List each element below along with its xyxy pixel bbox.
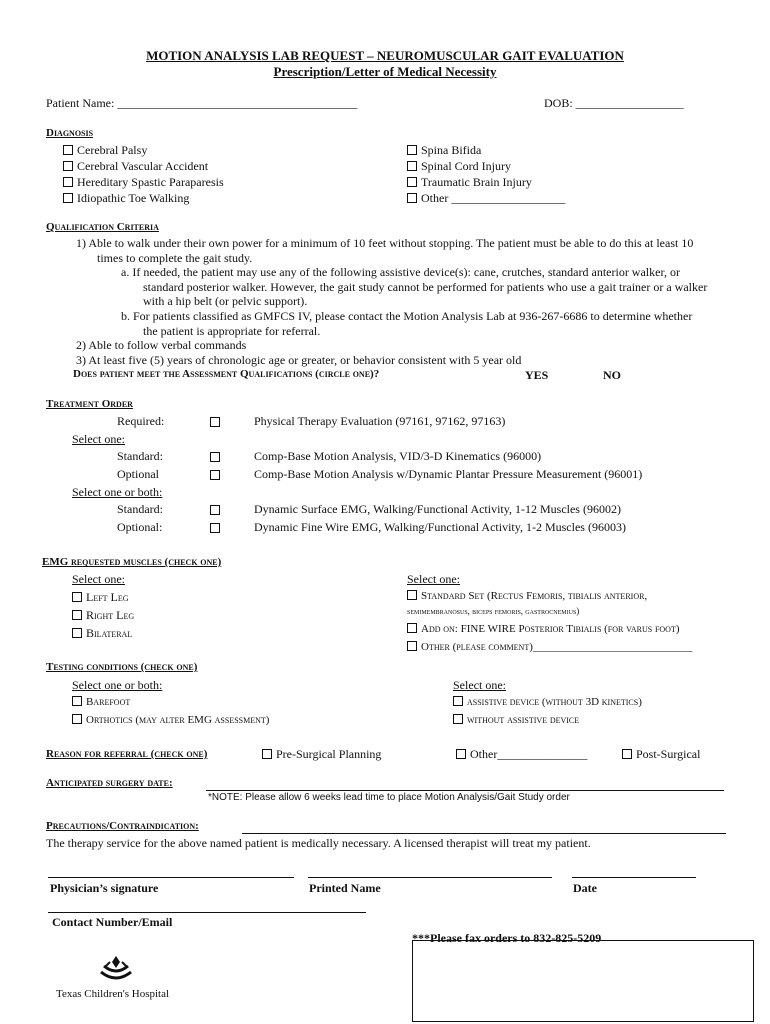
form-subtitle: Prescription/Letter of Medical Necessity bbox=[273, 64, 497, 79]
checkbox-icon[interactable] bbox=[453, 714, 463, 724]
treatment-item: Comp-Base Motion Analysis w/Dynamic Plantar Pressure Measurement (96001) bbox=[254, 467, 643, 481]
emg-option[interactable]: Add on: FINE WIRE Posterior Tibialis (for varus foot) bbox=[407, 623, 680, 635]
treatment-item: Comp-Base Motion Analysis, VID/3-D Kinematics (96000) bbox=[254, 449, 542, 463]
contact-line[interactable] bbox=[48, 912, 366, 913]
testing-heading: Testing conditions (check one) bbox=[46, 661, 198, 673]
physician-signature-line[interactable] bbox=[48, 877, 294, 878]
diagnosis-option[interactable]: Traumatic Brain Injury bbox=[407, 175, 532, 190]
diagnosis-heading: Diagnosis bbox=[46, 127, 94, 139]
patient-name-field[interactable]: Patient Name: ________________________________________ bbox=[46, 96, 358, 110]
emg-option[interactable]: Other (please comment)_____________________________ bbox=[407, 641, 692, 653]
emg-heading: EMG requested muscles (check one) bbox=[42, 556, 222, 568]
treatment-item: Dynamic Surface EMG, Walking/Functional Activity, 1-12 Muscles (96002) bbox=[254, 502, 621, 516]
fax-box[interactable] bbox=[412, 940, 754, 1022]
diagnosis-option[interactable]: Hereditary Spastic Paraparesis bbox=[63, 175, 224, 190]
emg-option[interactable]: Standard Set (Rectus Femoris, tibialis anterior, bbox=[407, 590, 647, 602]
qualification-heading: Qualification Criteria bbox=[46, 221, 159, 233]
criteria-text: 3) At least five (5) years of chronologic age or greater, or behavior consistent with 5 year old bbox=[76, 353, 522, 367]
standard-label: Standard: bbox=[117, 502, 163, 516]
checkbox-icon[interactable] bbox=[63, 193, 73, 203]
checkbox-icon[interactable] bbox=[63, 161, 73, 171]
date-label: Date bbox=[573, 881, 597, 895]
surgery-note: *NOTE: Please allow 6 weeks lead time to place Motion Analysis/Gait Study order bbox=[208, 792, 570, 803]
diagnosis-option[interactable]: Cerebral Vascular Accident bbox=[63, 159, 208, 174]
criteria-text: 2) Able to follow verbal commands bbox=[76, 338, 247, 352]
checkbox-icon[interactable] bbox=[72, 592, 82, 602]
testing-option[interactable]: Orthotics (may alter EMG assessment) bbox=[72, 714, 269, 726]
treatment-heading: Treatment Order bbox=[46, 398, 133, 410]
form-title: MOTION ANALYSIS LAB REQUEST – NEUROMUSCULAR GAIT EVALUATION bbox=[146, 48, 624, 63]
surgery-date-field[interactable] bbox=[206, 790, 724, 791]
referral-option[interactable]: Other_______________ bbox=[456, 747, 587, 762]
checkbox-icon[interactable] bbox=[72, 714, 82, 724]
required-label: Required: bbox=[117, 414, 165, 428]
referral-heading: Reason for referral (check one) bbox=[46, 748, 208, 760]
standard-label: Standard: bbox=[117, 449, 163, 463]
checkbox-icon[interactable] bbox=[210, 470, 220, 480]
criteria-text: 1) Able to walk under their own power for a minimum of 10 feet without stopping. The patient must be able to do this at least 10 bbox=[76, 236, 694, 250]
testing-option[interactable]: Barefoot bbox=[72, 696, 130, 708]
checkbox-icon[interactable] bbox=[210, 505, 220, 515]
emg-option[interactable]: Right Leg bbox=[72, 608, 134, 623]
checkbox-icon[interactable] bbox=[407, 590, 417, 600]
select-one-or-both-label: Select one or both: bbox=[72, 485, 163, 499]
qualification-question: Does patient meet the Assessment Qualifications (circle one)? bbox=[73, 368, 380, 380]
yes-option[interactable]: YES bbox=[525, 368, 549, 382]
emg-select-left: Select one: bbox=[72, 572, 125, 586]
medical-necessity-statement: The therapy service for the above named patient is medically necessary. A licensed therapist will treat my patient. bbox=[46, 836, 591, 850]
criteria-text: a. If needed, the patient may use any of the following assistive device(s): cane, crutches, standard anterior walker, or bbox=[121, 265, 680, 279]
emg-select-right: Select one: bbox=[407, 572, 460, 586]
diagnosis-option[interactable]: Spinal Cord Injury bbox=[407, 159, 511, 174]
contact-label: Contact Number/Email bbox=[52, 915, 173, 929]
checkbox-icon[interactable] bbox=[63, 177, 73, 187]
checkbox-icon[interactable] bbox=[622, 749, 632, 759]
treatment-item: Physical Therapy Evaluation (97161, 97162, 97163) bbox=[254, 414, 506, 428]
checkbox-icon[interactable] bbox=[407, 641, 417, 651]
criteria-text: with a hip belt (or pelvic support). bbox=[143, 294, 308, 308]
checkbox-icon[interactable] bbox=[407, 145, 417, 155]
checkbox-icon[interactable] bbox=[407, 177, 417, 187]
precautions-label: Precautions/Contraindication: bbox=[46, 820, 199, 832]
printed-name-line[interactable] bbox=[308, 877, 552, 878]
date-line[interactable] bbox=[572, 877, 696, 878]
checkbox-icon[interactable] bbox=[407, 623, 417, 633]
printed-name-label: Printed Name bbox=[309, 881, 381, 895]
checkbox-icon[interactable] bbox=[456, 749, 466, 759]
emg-standard-set-muscles: semimembranosus, biceps femoris, gastrocnemius) bbox=[407, 606, 580, 616]
testing-option[interactable]: assistive device (without 3D kinetics) bbox=[453, 696, 642, 708]
fax-instruction: ***Please fax orders to 832-825-5209 bbox=[412, 931, 602, 945]
checkbox-icon[interactable] bbox=[210, 523, 220, 533]
referral-option[interactable]: Pre-Surgical Planning bbox=[262, 747, 381, 762]
surgery-date-label: Anticipated surgery date: bbox=[46, 777, 173, 789]
testing-option[interactable]: without assistive device bbox=[453, 714, 579, 726]
criteria-text: the patient is appropriate for referral. bbox=[143, 324, 321, 338]
emg-option[interactable]: Left Leg bbox=[72, 590, 129, 605]
dob-field[interactable]: DOB: __________________ bbox=[544, 96, 684, 110]
referral-option[interactable]: Post-Surgical bbox=[622, 747, 700, 762]
diagnosis-option[interactable]: Other ___________________ bbox=[407, 191, 565, 206]
checkbox-icon[interactable] bbox=[72, 628, 82, 638]
diagnosis-option[interactable]: Cerebral Palsy bbox=[63, 143, 147, 158]
checkbox-icon[interactable] bbox=[453, 696, 463, 706]
precautions-field[interactable] bbox=[242, 833, 726, 834]
optional-label: Optional bbox=[117, 467, 159, 481]
checkbox-icon[interactable] bbox=[72, 696, 82, 706]
checkbox-icon[interactable] bbox=[210, 417, 220, 427]
checkbox-icon[interactable] bbox=[63, 145, 73, 155]
criteria-text: times to complete the gait study. bbox=[97, 251, 253, 265]
criteria-text: b. For patients classified as GMFCS IV, please contact the Motion Analysis Lab at 936-267-6686 to determine whether bbox=[121, 309, 693, 323]
testing-select-left: Select one or both: bbox=[72, 678, 163, 692]
hospital-logo-icon bbox=[96, 954, 136, 986]
checkbox-icon[interactable] bbox=[210, 452, 220, 462]
treatment-item: Dynamic Fine Wire EMG, Walking/Functional Activity, 1-2 Muscles (96003) bbox=[254, 520, 626, 534]
criteria-text: standard posterior walker. However, the gait study cannot be performed for patients who use a gait trainer or a walker bbox=[143, 280, 708, 294]
checkbox-icon[interactable] bbox=[262, 749, 272, 759]
select-one-label: Select one: bbox=[72, 432, 125, 446]
no-option[interactable]: NO bbox=[603, 368, 621, 382]
optional-label: Optional: bbox=[117, 520, 163, 534]
hospital-name: Texas Children's Hospital bbox=[56, 988, 170, 1000]
checkbox-icon[interactable] bbox=[407, 193, 417, 203]
checkbox-icon[interactable] bbox=[72, 610, 82, 620]
physician-signature-label: Physician’s signature bbox=[50, 881, 159, 895]
diagnosis-option[interactable]: Spina Bifida bbox=[407, 143, 481, 158]
emg-option[interactable]: Bilateral bbox=[72, 626, 132, 641]
checkbox-icon[interactable] bbox=[407, 161, 417, 171]
testing-select-right: Select one: bbox=[453, 678, 506, 692]
diagnosis-option[interactable]: Idiopathic Toe Walking bbox=[63, 191, 189, 206]
